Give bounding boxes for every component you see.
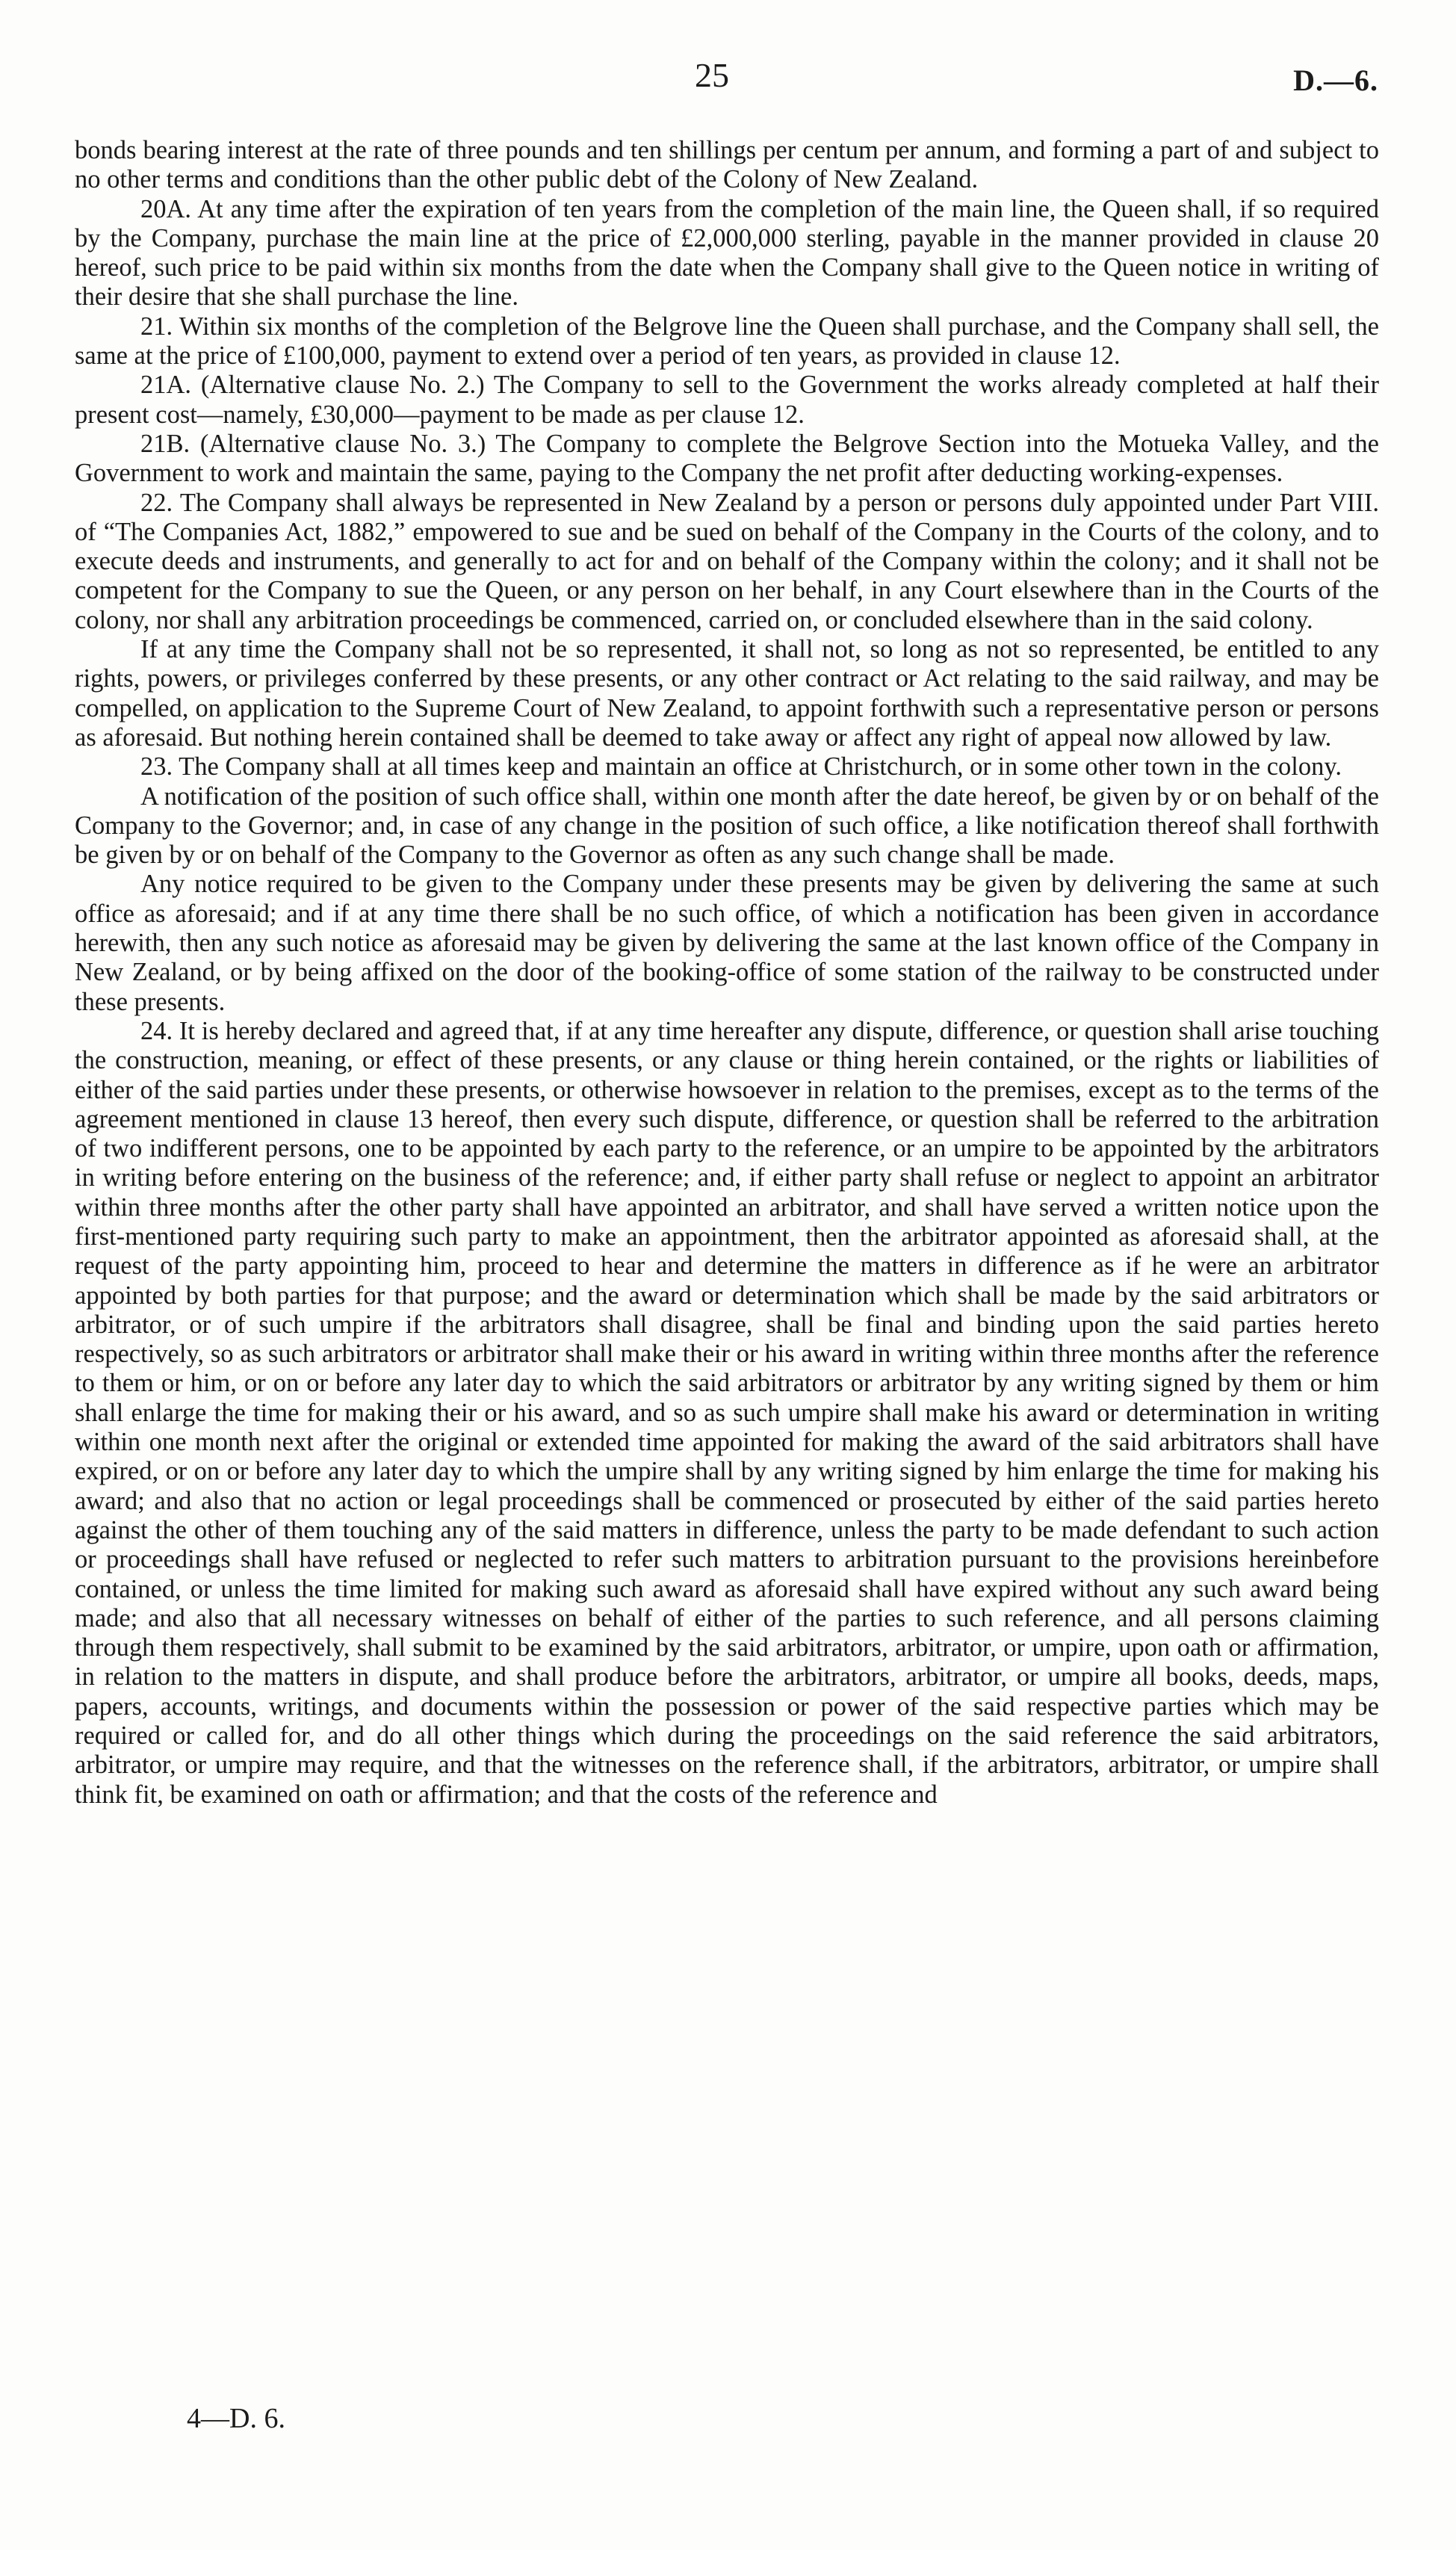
clause-21: 21. Within six months of the completion of the Belgrove line the Queen shall purchase, and the Company shall sell, the same at the price of £100,000, payment to extend over a period of ten years, as provided in clause 12. (75, 312, 1379, 371)
body-text (75, 136, 1379, 1810)
clause-23: 23. The Company shall at all times keep and maintain an office at Christchurch, or in some other town in the colony. (140, 752, 1342, 782)
paragraph-continuation: bonds bearing interest at the rate of three pounds and ten shillings per centum per annum, and forming a part of and subject to no other terms and conditions than the other public debt of the Colony of New Zealand. (75, 136, 1379, 194)
clause-21a: 21A. (Alternative clause No. 2.) The Company to sell to the Government the works already completed at half their present cost—namely, £30,000—payment to be made as per clause 12. (75, 371, 1379, 429)
clause-20a: 20A. At any time after the expiration of ten years from the completion of the main line, the Queen shall, if so required by the Company, purchase the main line at the price of £2,000,000 sterling, payable in the manner provided in clause 20 hereof, such price to be paid within six months from the date when the Company shall give to the Queen notice in writing of their desire that she shall purchase the line. (75, 194, 1379, 312)
clause-24: 24. It is hereby declared and agreed that, if at any time hereafter any dispute, difference, or question shall arise touching the construction, meaning, or effect of these presents, or any clause or thing herein contained, or the rights or liabilities of either of the said parties under these presents, or otherwise howsoever in relation to the premises, except as to the terms of the agreement mentioned in clause 13 hereof, then every such dispute, difference, or question shall be referred to the arbitration of two indifferent persons, one to be appointed by each party to the reference, or an umpire to be appointed by the arbitrators in writing before entering on the business of the reference; and, if either party shall refuse or neglect to appoint an arbitrator within three months after the other party shall have appointed an arbitrator, and shall have served a written notice upon the first-mentioned party requiring such party to make an appointment, then the arbitrator appointed as aforesaid shall, at the request of the party appointing him, proceed to hear and determine the matters in difference as if he were an arbitrator appointed by both parties for that purpose; and the award or determination which shall be made by the said arbitrators or arbitrator, or of such umpire if the arbitrators shall disagree, shall be final and binding upon the said parties hereto respectively, so as such arbitrators or arbitrator shall make their or his award in writing within three months after the reference to them or him, or on or before any later day to which the said arbitrators or arbitrator by any writing signed by them or him shall enlarge the time for making their or his award, and so as such umpire shall make his award or determination in writing within one month next after the original or extended time appointed for making the award of the said arbitrators shall have expired, or on or before any later day to which the umpire shall by any writing signed by him enlarge the time for making his award; and also that no action or legal proceedings shall be commenced or prosecuted by either of the said parties hereto against the other of them touching any of the said matters in difference, unless the party to be made defendant to such action or proceedings shall have refused or neglected to refer such matters to arbitration pursuant to the provisions hereinbefore contained, or unless the time limited for making such award as aforesaid shall have expired without any such award being made; and also that all necessary witnesses on behalf of either of the parties to such reference, and all persons claiming through them respectively, shall submit to be examined by the said arbitrators, arbitrator, or umpire, upon oath or affirmation, in relation to the matters in dispute, and shall produce before the arbitrators, arbitrator, or umpire all books, deeds, maps, papers, accounts, writings, and documents within the possession or power of the said respective parties which may be required or called for, and do all other things which during the proceedings on the said reference the said arbitrators, arbitrator, or umpire may require, and that the witnesses on the reference shall, if the arbitrators, arbitrator, or umpire shall think fit, be examined on oath or affirmation; and that the costs of the reference and (75, 1016, 1379, 1809)
clause-21b: 21B. (Alternative clause No. 3.) The Company to complete the Belgrove Section into the Motueka Valley, and the Government to work and maintain the same, paying to the Company the net profit after deducting working-expenses. (75, 429, 1379, 488)
clause-23-notification: A notification of the position of such office shall, within one month after the date hereof, be given by or on behalf of the Company to the Governor; and, in case of any change in the position of such office, a like notification thereof shall forthwith be given by or on behalf of the Company to the Governor as often as any such change shall be made. (75, 782, 1379, 870)
clause-22-representation: If at any time the Company shall not be so represented, it shall not, so long as not so represented, be entitled to any rights, powers, or privileges conferred by these presents, or any other contract or Act relating to the said railway, and may be compelled, on application to the Supreme Court of New Zealand, to appoint forthwith such a representative person or persons as aforesaid. But nothing herein contained shall be deemed to take away or affect any right of appeal now allowed by law. (75, 635, 1379, 752)
clause-22: 22. The Company shall always be represented in New Zealand by a person or persons duly appointed under Part VIII. of “The Companies Act, 1882,” empowered to sue and be sued on behalf of the Company in the Courts of the colony, and to execute deeds and instruments, and generally to act for and on behalf of the Company within the colony; and it shall not be competent for the Company to sue the Queen, or any person on her behalf, in any Court elsewhere than in the Courts of the colony, nor shall any arbitration proceedings be commenced, carried on, or concluded elsewhere than in the said colony. (75, 488, 1379, 634)
clause-23-notice: Any notice required to be given to the Company under these presents may be given by delivering the same at such office as aforesaid; and if at any time there shall be no such office, of which a notification has been given in accordance herewith, then any such notice as aforesaid may be given by delivering the same at the last known office of the Company in New Zealand, or by being affixed on the door of the booking-office of some station of the railway to be constructed under these presents. (75, 870, 1379, 1016)
page-number: 25 (695, 56, 729, 94)
document-reference: D.—6. (1293, 64, 1378, 97)
page-signature: 4—D. 6. (187, 2403, 285, 2434)
